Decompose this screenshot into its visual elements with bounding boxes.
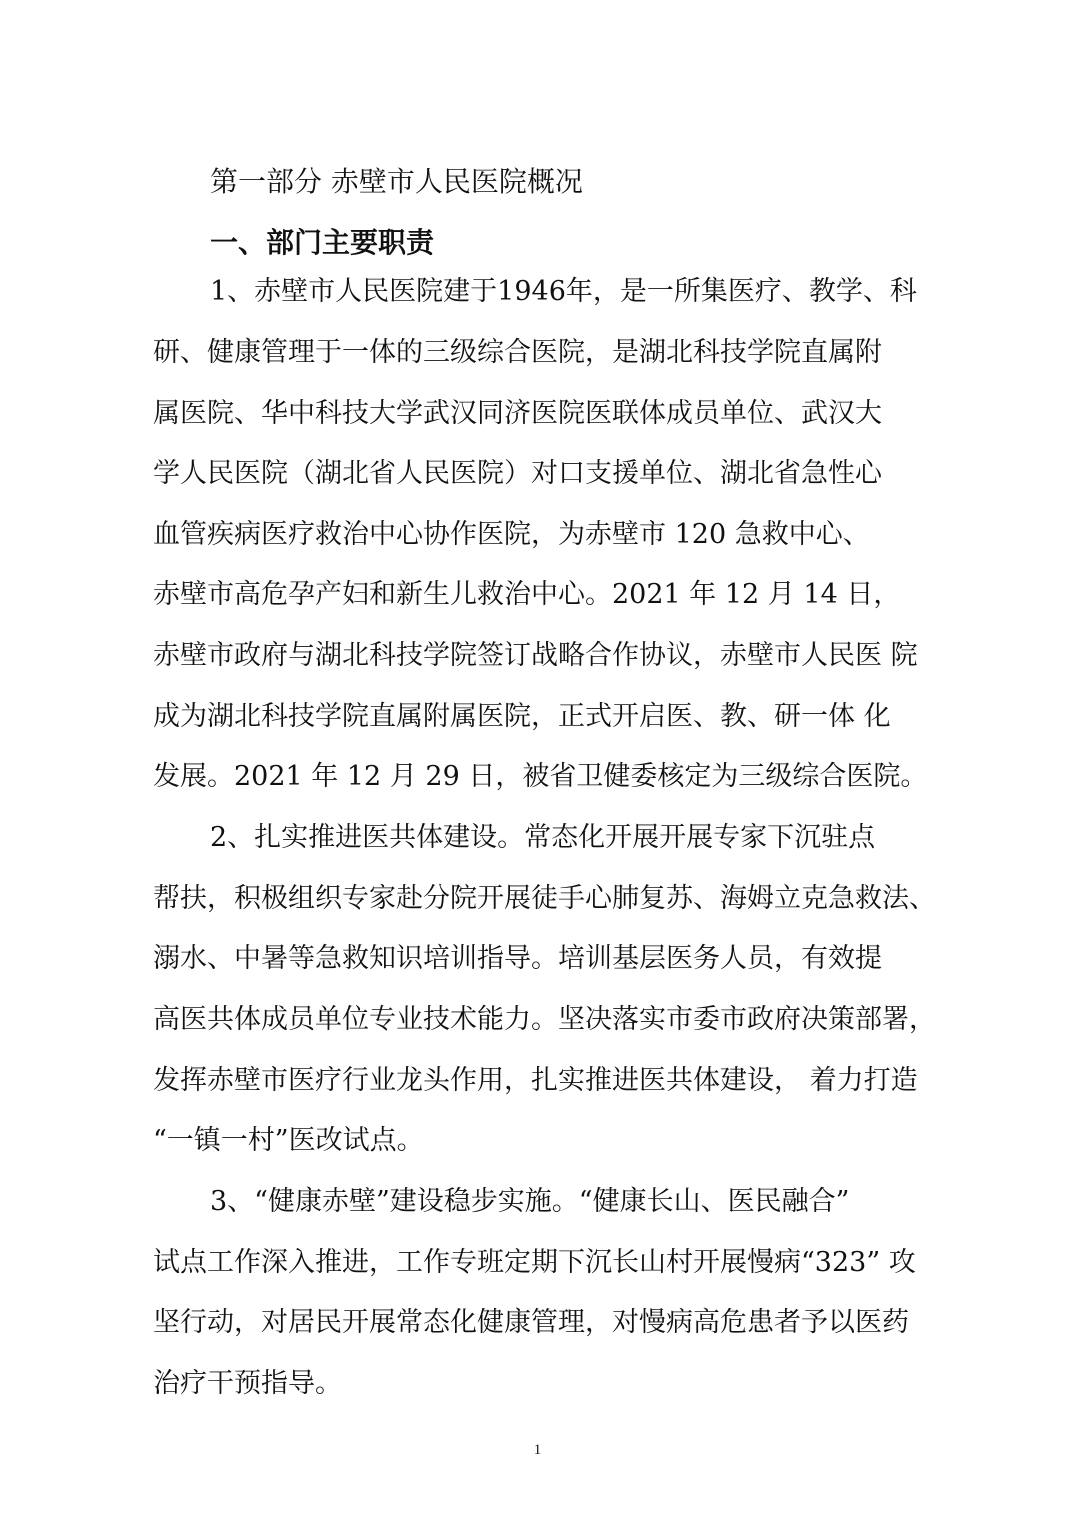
paragraph-1-line-3: 属医院、华中科技大学武汉同济医院医联体成员单位、武汉大 [153,398,882,429]
paragraph-2-line-3: 溺水、中暑等急救知识培训指导。培训基层医务人员，有效提 [153,943,882,974]
paragraph-1-line-6: 赤壁市高危孕产妇和新生儿救治中心。2021 年 12 月 14 日， [153,579,901,610]
paragraph-1-line-1: 1、赤壁市人民医院建于1946年，是一所集医疗、教学、科 [210,276,917,307]
paragraph-1-line-4: 学人民医院（湖北省人民医院）对口支援单位、湖北省急性心 [153,458,882,489]
part-title: 第一部分 赤壁市人民医院概况 [210,165,583,198]
paragraph-2-line-6: “一镇一村”医改试点。 [153,1125,424,1156]
section-heading: 一、部门主要职责 [210,226,435,259]
paragraph-3-line-2: 试点工作深入推进，工作专班定期下沉长山村开展慢病“323” 攻 [153,1247,916,1278]
paragraph-1-line-2: 研、健康管理于一体的三级综合医院，是湖北科技学院直属附 [153,337,882,368]
paragraph-3-line-1: 3、“健康赤壁”建设稳步实施。“健康长山、医民融合” [210,1186,850,1217]
paragraph-1-line-7: 赤壁市政府与湖北科技学院签订战略合作协议，赤壁市人民医 院 [153,640,918,671]
page-number: 1 [533,1442,542,1458]
paragraph-1-line-9: 发展。2021 年 12 月 29 日，被省卫健委核定为三级综合医院。 [153,761,928,792]
paragraph-3-line-3: 坚行动，对居民开展常态化健康管理，对慢病高危患者予以医药 [153,1307,909,1338]
paragraph-2-line-5: 发挥赤壁市医疗行业龙头作用，扎实推进医共体建设， 着力打造 [153,1065,918,1096]
paragraph-2-line-2: 帮扶，积极组织专家赴分院开展徒手心肺复苏、海姆立克急救法、 [153,883,936,914]
paragraph-1-line-8: 成为湖北科技学院直属附属医院，正式开启医、教、研一体 化 [153,701,891,732]
paragraph-3-line-4: 治疗干预指导。 [153,1368,342,1399]
paragraph-1-line-5: 血管疾病医疗救治中心协作医院，为赤壁市 120 急救中心、 [153,519,870,550]
paragraph-2-line-1: 2、扎实推进医共体建设。常态化开展开展专家下沉驻点 [210,822,876,853]
paragraph-2-line-4: 高医共体成员单位专业技术能力。坚决落实市委市政府决策部署， [153,1004,936,1035]
